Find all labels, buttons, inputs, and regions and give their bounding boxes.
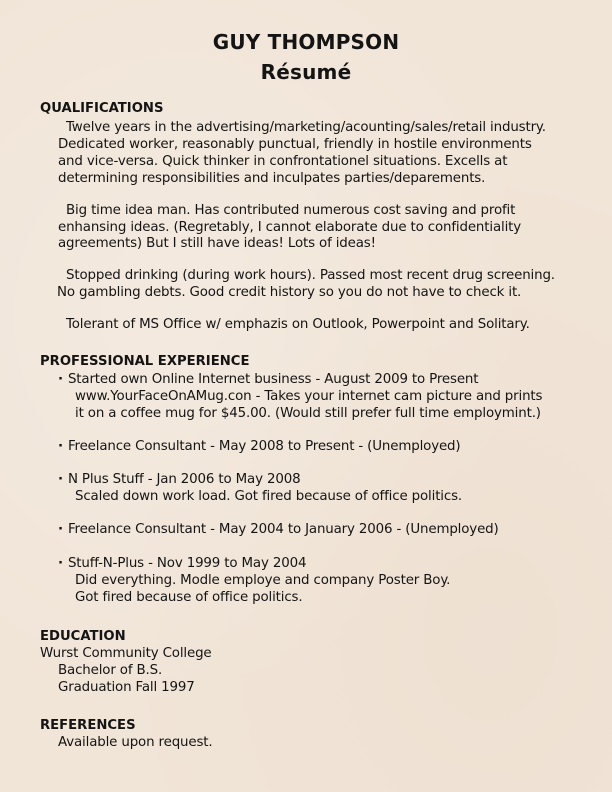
qualification-line: Twelve years in the advertising/marketing/acounting/sales/retail industry. [66, 120, 546, 135]
education-degree: Bachelor of B.S. [58, 663, 163, 678]
qualification-line: agreements) But I still have ideas! Lots of ideas! [58, 236, 376, 251]
job-title: · Freelance Consultant - May 2008 to Present - (Unemployed) [58, 439, 460, 454]
qualification-line: No gambling debts. Good credit history so you do not have to check it. [57, 285, 522, 300]
qualification-line: determining responsibilities and inculpates parties/deparements. [58, 171, 486, 186]
qualification-line: Tolerant of MS Office w/ emphazis on Outlook, Powerpoint and Solitary. [66, 317, 530, 332]
job-detail: www.YourFaceOnAMug.con - Takes your internet cam picture and prints [75, 389, 543, 404]
education-graduation: Graduation Fall 1997 [58, 680, 195, 695]
resume-name: GUY THOMPSON [212, 30, 400, 54]
education-school: Wurst Community College [40, 646, 212, 661]
qualification-line: Stopped drinking (during work hours). Passed most recent drug screening. [66, 268, 555, 283]
job-detail: Did everything. Modle employe and company Poster Boy. [75, 573, 451, 588]
job-title: · N Plus Stuff - Jan 2006 to May 2008 [58, 472, 300, 487]
job-detail: Scaled down work load. Got fired because of office politics. [75, 489, 463, 504]
qualification-line: and vice-versa. Quick thinker in confrontationel situations. Excells at [58, 154, 508, 169]
qualifications-heading: QUALIFICATIONS [40, 101, 164, 116]
job-title: · Started own Online Internet business - August 2009 to Present [58, 372, 478, 387]
qualification-line: enhansing ideas. (Regretably, I cannot elaborate due to confidentiality [58, 220, 522, 235]
qualification-line: Big time idea man. Has contributed numerous cost saving and profit [66, 203, 516, 218]
qualification-line: Dedicated worker, reasonably punctual, friendly in hostile environments [58, 137, 532, 152]
education-heading: EDUCATION [40, 629, 126, 644]
references-text: Available upon request. [58, 735, 213, 750]
job-title: · Stuff-N-Plus - Nov 1999 to May 2004 [58, 556, 306, 571]
job-title: · Freelance Consultant - May 2004 to January 2006 - (Unemployed) [58, 522, 499, 537]
resume-subtitle: Résumé [260, 60, 352, 84]
job-detail: it on a coffee mug for $45.00. (Would still prefer full time employmint.) [75, 406, 541, 421]
job-detail: Got fired because of office politics. [75, 590, 303, 605]
references-heading: REFERENCES [40, 718, 136, 733]
experience-heading: PROFESSIONAL EXPERIENCE [40, 354, 250, 369]
